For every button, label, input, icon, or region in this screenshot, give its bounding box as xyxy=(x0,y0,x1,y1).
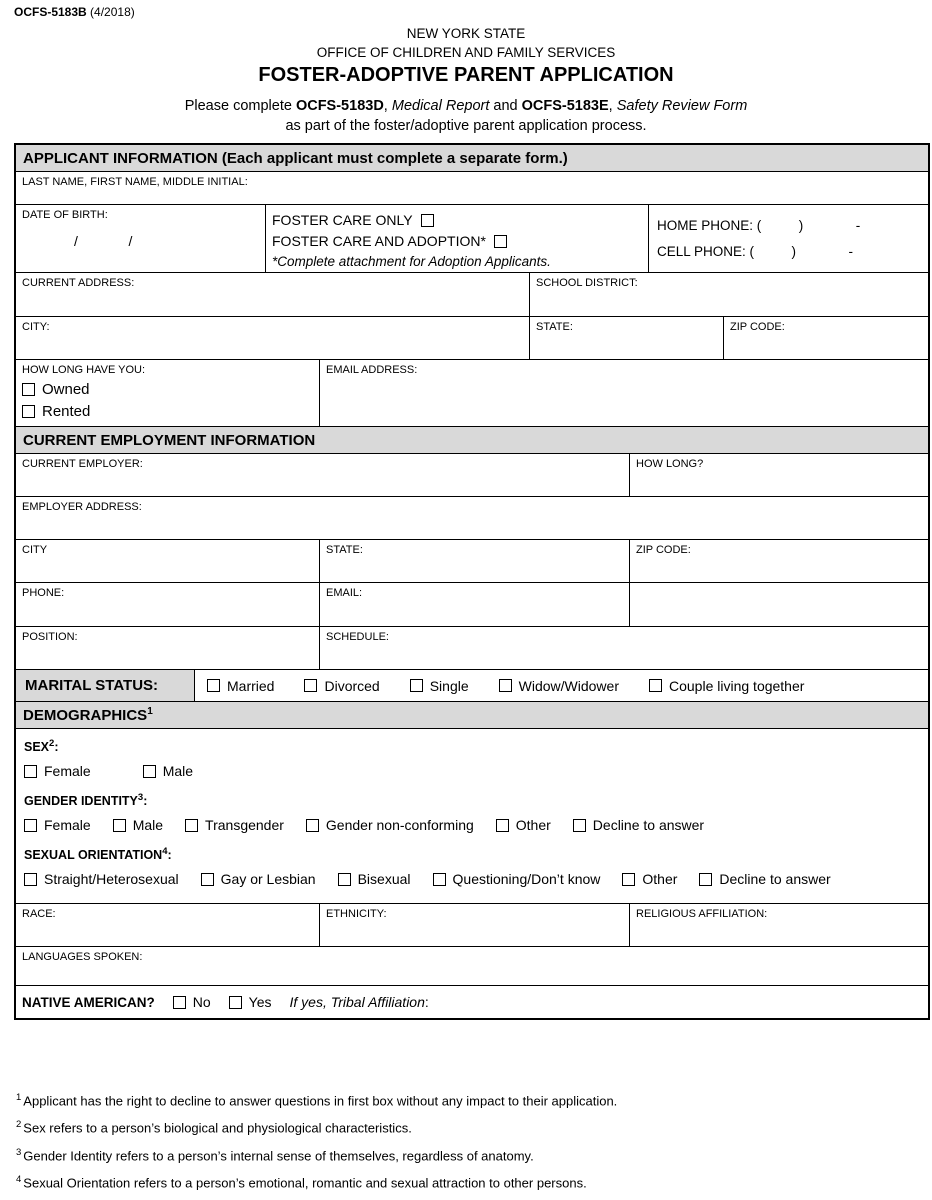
footnote-text: Sexual Orientation refers to a person’s emotional, romantic and sexual attraction to other persons. xyxy=(23,1175,587,1191)
tribal-affiliation-note xyxy=(290,994,429,1010)
native-no-checkbox[interactable] xyxy=(173,996,186,1009)
application-form-table xyxy=(14,143,930,1020)
row-demographics-questions xyxy=(16,729,928,904)
option-label: Owned xyxy=(42,381,90,398)
orientation-questioning-checkbox[interactable] xyxy=(433,873,446,886)
widow-checkbox[interactable] xyxy=(499,679,512,692)
doc1-code: OCFS-5183D xyxy=(295,98,384,114)
field-label: ZIP CODE: xyxy=(730,321,785,333)
page-title: FOSTER-ADOPTIVE PARENT APPLICATION xyxy=(258,64,674,86)
option-label: FOSTER CARE AND ADOPTION* xyxy=(272,233,486,249)
married-option[interactable] xyxy=(207,678,274,694)
option-label: Widow/Widower xyxy=(518,677,619,694)
section-title xyxy=(16,706,153,724)
field-religious-affiliation[interactable] xyxy=(630,904,928,946)
field-label: EMPLOYER ADDRESS: xyxy=(22,501,142,513)
sex-female-checkbox[interactable] xyxy=(24,765,37,778)
field-ethnicity[interactable] xyxy=(320,904,630,946)
orientation-bisexual-checkbox[interactable] xyxy=(338,873,351,886)
rented-option[interactable] xyxy=(22,403,313,420)
row-name xyxy=(16,172,928,205)
orientation-gay-lesbian-option[interactable] xyxy=(201,871,316,887)
option-label: Transgender xyxy=(205,817,284,834)
section-header-applicant-information xyxy=(16,145,928,172)
option-label: Other xyxy=(642,871,678,888)
option-label: Married xyxy=(227,677,275,694)
field-employer-city[interactable] xyxy=(16,540,320,582)
single-checkbox[interactable] xyxy=(410,679,423,692)
question-text: SEXUAL ORIENTATION xyxy=(24,848,163,863)
field-label: LAST NAME, FIRST NAME, MIDDLE INITIAL: xyxy=(22,176,248,188)
field-label: ZIP CODE: xyxy=(636,544,691,556)
row-employer-city-state-zip xyxy=(16,540,928,583)
dob-separators: / / xyxy=(74,233,133,249)
field-label: STATE: xyxy=(326,544,363,556)
option-label: Male xyxy=(162,763,194,780)
orientation-decline-checkbox[interactable] xyxy=(699,873,712,886)
footnote-text: Applicant has the right to decline to answer questions in first box without any impact to their application. xyxy=(23,1093,618,1109)
form-number-line xyxy=(14,5,135,19)
doc2-code: OCFS-5183E xyxy=(521,98,609,114)
orientation-bisexual-option[interactable] xyxy=(338,871,411,887)
gender-decline-option[interactable] xyxy=(573,817,704,833)
row-address-school xyxy=(16,273,928,317)
native-no-option[interactable] xyxy=(173,994,211,1010)
gender-female-option[interactable] xyxy=(24,817,91,833)
couple-living-together-checkbox[interactable] xyxy=(649,679,662,692)
footnote-number: 2 xyxy=(16,1119,22,1131)
field-label: RELIGIOUS AFFILIATION: xyxy=(636,908,768,920)
question-colon: : xyxy=(54,740,59,755)
field-employer-phone[interactable] xyxy=(16,583,320,626)
widow-option[interactable] xyxy=(499,678,619,694)
field-zip-code[interactable] xyxy=(724,317,928,359)
gender-male-option[interactable] xyxy=(113,817,163,833)
footnote-text: Sex refers to a person’s biological and physiological characteristics. xyxy=(23,1120,412,1136)
field-foster-care-type xyxy=(266,205,649,272)
section-header-demographics xyxy=(16,702,928,729)
option-label: Yes xyxy=(248,994,272,1010)
gender-identity-question-label xyxy=(24,792,920,808)
field-current-address[interactable] xyxy=(16,273,530,316)
field-state[interactable] xyxy=(530,317,724,359)
section-title: CURRENT EMPLOYMENT INFORMATION xyxy=(23,431,316,449)
gender-non-conforming-option[interactable] xyxy=(306,817,474,833)
footnote-ref: 4 xyxy=(162,846,168,858)
option-label: Bisexual xyxy=(357,871,411,888)
option-label: Questioning/Don’t know xyxy=(452,871,601,888)
option-label: Gender non-conforming xyxy=(325,817,474,834)
sex-female-option[interactable] xyxy=(24,763,91,779)
sex-question-label xyxy=(24,738,920,754)
field-label: HOW LONG? xyxy=(636,458,704,470)
row-race-ethnicity-religion xyxy=(16,904,928,947)
form-number: OCFS-5183B xyxy=(14,5,87,19)
sex-options xyxy=(24,763,920,779)
row-employer-address xyxy=(16,497,928,540)
footnote-text: Gender Identity refers to a person’s internal sense of themselves, regardless of anatomy. xyxy=(23,1147,534,1163)
owned-option[interactable] xyxy=(22,381,313,398)
option-label: Other xyxy=(515,817,551,834)
field-employer-address[interactable] xyxy=(16,497,928,539)
form-title-block xyxy=(0,24,932,136)
row-marital-status xyxy=(16,670,928,702)
field-languages-spoken[interactable] xyxy=(16,947,928,985)
row-city-state-zip xyxy=(16,317,928,360)
gender-other-option[interactable] xyxy=(496,817,551,833)
divorced-option[interactable] xyxy=(304,678,379,694)
option-label: No xyxy=(192,994,211,1010)
field-label: EMAIL ADDRESS: xyxy=(326,364,418,376)
field-label: HOW LONG HAVE YOU: xyxy=(22,364,146,376)
tribal-affiliation-note-text: If yes, Tribal Affiliation xyxy=(289,994,425,1010)
cell-phone-label: CELL PHONE: ( ) - xyxy=(657,243,854,259)
section-header-current-employment xyxy=(16,427,928,454)
instructions xyxy=(0,96,932,136)
footnote-ref: 1 xyxy=(147,706,153,717)
doc2-name: Safety Review Form xyxy=(616,98,748,114)
field-email-address[interactable] xyxy=(320,360,928,426)
title-office: OFFICE OF CHILDREN AND FAMILY SERVICES xyxy=(316,45,616,60)
foster-care-only-checkbox[interactable] xyxy=(421,214,434,227)
row-employer xyxy=(16,454,928,497)
tribal-affiliation-colon: : xyxy=(424,994,429,1010)
option-label: FOSTER CARE ONLY xyxy=(272,212,413,228)
question-colon: : xyxy=(143,794,148,809)
marital-status-options xyxy=(195,670,928,701)
native-yes-checkbox[interactable] xyxy=(229,996,242,1009)
field-position[interactable] xyxy=(16,627,320,669)
field-label: EMAIL: xyxy=(326,587,363,599)
field-school-district[interactable] xyxy=(530,273,928,316)
field-how-long-owned-rented xyxy=(16,360,320,426)
footnotes xyxy=(16,1086,916,1195)
title-state: NEW YORK STATE xyxy=(406,26,526,41)
row-native-american xyxy=(16,986,928,1018)
section-title-text: DEMOGRAPHICS xyxy=(23,707,148,724)
empty-cell xyxy=(630,583,928,626)
footnote-3 xyxy=(16,1141,916,1168)
instructions-line2: as part of the foster/adoptive parent application process. xyxy=(285,118,647,134)
marital-status-label: MARITAL STATUS: xyxy=(25,677,159,694)
field-label: CURRENT EMPLOYER: xyxy=(22,458,143,470)
option-label: Couple living together xyxy=(669,677,805,694)
row-languages xyxy=(16,947,928,986)
field-current-employer[interactable] xyxy=(16,454,630,496)
orientation-straight-option[interactable] xyxy=(24,871,179,887)
option-label: Straight/Heterosexual xyxy=(44,871,179,888)
home-phone-label: HOME PHONE: ( ) - xyxy=(657,218,861,234)
row-howlong-email xyxy=(16,360,928,427)
row-position-schedule xyxy=(16,627,928,670)
footnote-number: 1 xyxy=(16,1092,22,1103)
field-last-first-middle-name[interactable] xyxy=(16,172,928,204)
field-label: SCHOOL DISTRICT: xyxy=(536,277,638,289)
orientation-decline-option[interactable] xyxy=(699,871,830,887)
instr-comma1: , xyxy=(383,98,392,114)
instr-and: and xyxy=(489,98,522,114)
question-colon: : xyxy=(167,848,172,863)
field-label: SCHEDULE: xyxy=(326,631,389,643)
option-label: Decline to answer xyxy=(719,871,831,888)
footnote-number: 3 xyxy=(16,1146,22,1158)
demographics-questions xyxy=(16,729,928,903)
orientation-other-option[interactable] xyxy=(622,871,677,887)
option-label: Male xyxy=(132,817,164,834)
form-revision: (4/2018) xyxy=(86,5,135,19)
footnote-ref: 2 xyxy=(49,738,55,749)
footnote-ref: 3 xyxy=(137,792,144,804)
row-employer-phone-email xyxy=(16,583,928,627)
marital-status-label-cell xyxy=(16,670,195,701)
native-yes-option[interactable] xyxy=(229,994,272,1010)
footnote-1 xyxy=(16,1086,916,1113)
field-label: ETHNICITY: xyxy=(326,908,387,920)
orientation-straight-checkbox[interactable] xyxy=(24,873,37,886)
option-label: Gay or Lesbian xyxy=(220,871,316,888)
field-date-of-birth[interactable] xyxy=(16,205,266,272)
field-phone-numbers[interactable] xyxy=(649,205,928,272)
option-label: Female xyxy=(44,763,91,780)
instr-comma2: , xyxy=(608,98,617,114)
field-label: CITY xyxy=(22,544,48,556)
gender-decline-checkbox[interactable] xyxy=(573,819,586,832)
field-label: LANGUAGES SPOKEN: xyxy=(22,951,143,963)
option-label: Decline to answer xyxy=(592,817,705,834)
field-label: RACE: xyxy=(22,908,56,920)
foster-care-only-option[interactable] xyxy=(272,210,642,231)
adoption-attachment-note: *Complete attachment for Adoption Applicants. xyxy=(272,254,551,269)
orientation-gay-lesbian-checkbox[interactable] xyxy=(201,873,214,886)
sex-male-checkbox[interactable] xyxy=(143,765,156,778)
instr-prefix: Please complete xyxy=(184,98,296,114)
option-label: Female xyxy=(44,817,91,834)
gender-identity-options xyxy=(24,817,920,833)
gender-male-checkbox[interactable] xyxy=(113,819,126,832)
gender-transgender-checkbox[interactable] xyxy=(185,819,198,832)
native-american-label: NATIVE AMERICAN? xyxy=(22,994,155,1010)
field-label: POSITION: xyxy=(22,631,78,643)
field-label: CITY: xyxy=(22,321,50,333)
doc1-name: Medical Report xyxy=(391,98,490,114)
option-label: Rented xyxy=(42,403,91,420)
field-label: STATE: xyxy=(536,321,573,333)
sex-male-option[interactable] xyxy=(143,763,193,779)
gender-transgender-option[interactable] xyxy=(185,817,284,833)
rented-checkbox[interactable] xyxy=(22,405,35,418)
gender-non-conforming-checkbox[interactable] xyxy=(306,819,319,832)
option-label: Divorced xyxy=(324,677,380,694)
single-option[interactable] xyxy=(410,678,469,694)
sexual-orientation-options xyxy=(24,871,920,887)
field-city[interactable] xyxy=(16,317,530,359)
orientation-questioning-option[interactable] xyxy=(433,871,601,887)
row-dob-foster-phones xyxy=(16,205,928,273)
married-checkbox[interactable] xyxy=(207,679,220,692)
field-employer-zip-code[interactable] xyxy=(630,540,928,582)
instructions-line1 xyxy=(0,96,932,116)
field-label: CURRENT ADDRESS: xyxy=(22,277,135,289)
gender-other-checkbox[interactable] xyxy=(496,819,509,832)
divorced-checkbox[interactable] xyxy=(304,679,317,692)
question-text: GENDER IDENTITY xyxy=(24,794,138,809)
gender-female-checkbox[interactable] xyxy=(24,819,37,832)
field-label: PHONE: xyxy=(22,587,65,599)
field-employer-email[interactable] xyxy=(320,583,630,626)
option-label: Single xyxy=(429,677,469,694)
foster-care-and-adoption-checkbox[interactable] xyxy=(494,235,507,248)
footnote-2 xyxy=(16,1113,916,1140)
footnote-number: 4 xyxy=(16,1173,22,1185)
foster-care-and-adoption-option[interactable] xyxy=(272,231,642,252)
field-employer-state[interactable] xyxy=(320,540,630,582)
field-employment-how-long[interactable] xyxy=(630,454,928,496)
field-race[interactable] xyxy=(16,904,320,946)
footnote-4 xyxy=(16,1168,916,1195)
question-text: SEX xyxy=(24,740,50,755)
couple-living-together-option[interactable] xyxy=(649,678,804,694)
owned-checkbox[interactable] xyxy=(22,383,35,396)
field-label: DATE OF BIRTH: xyxy=(22,209,108,221)
field-schedule[interactable] xyxy=(320,627,928,669)
native-american-question xyxy=(16,986,928,1018)
orientation-other-checkbox[interactable] xyxy=(622,873,635,886)
section-title: APPLICANT INFORMATION (Each applicant must complete a separate form.) xyxy=(23,149,568,167)
sexual-orientation-question-label xyxy=(24,846,920,862)
